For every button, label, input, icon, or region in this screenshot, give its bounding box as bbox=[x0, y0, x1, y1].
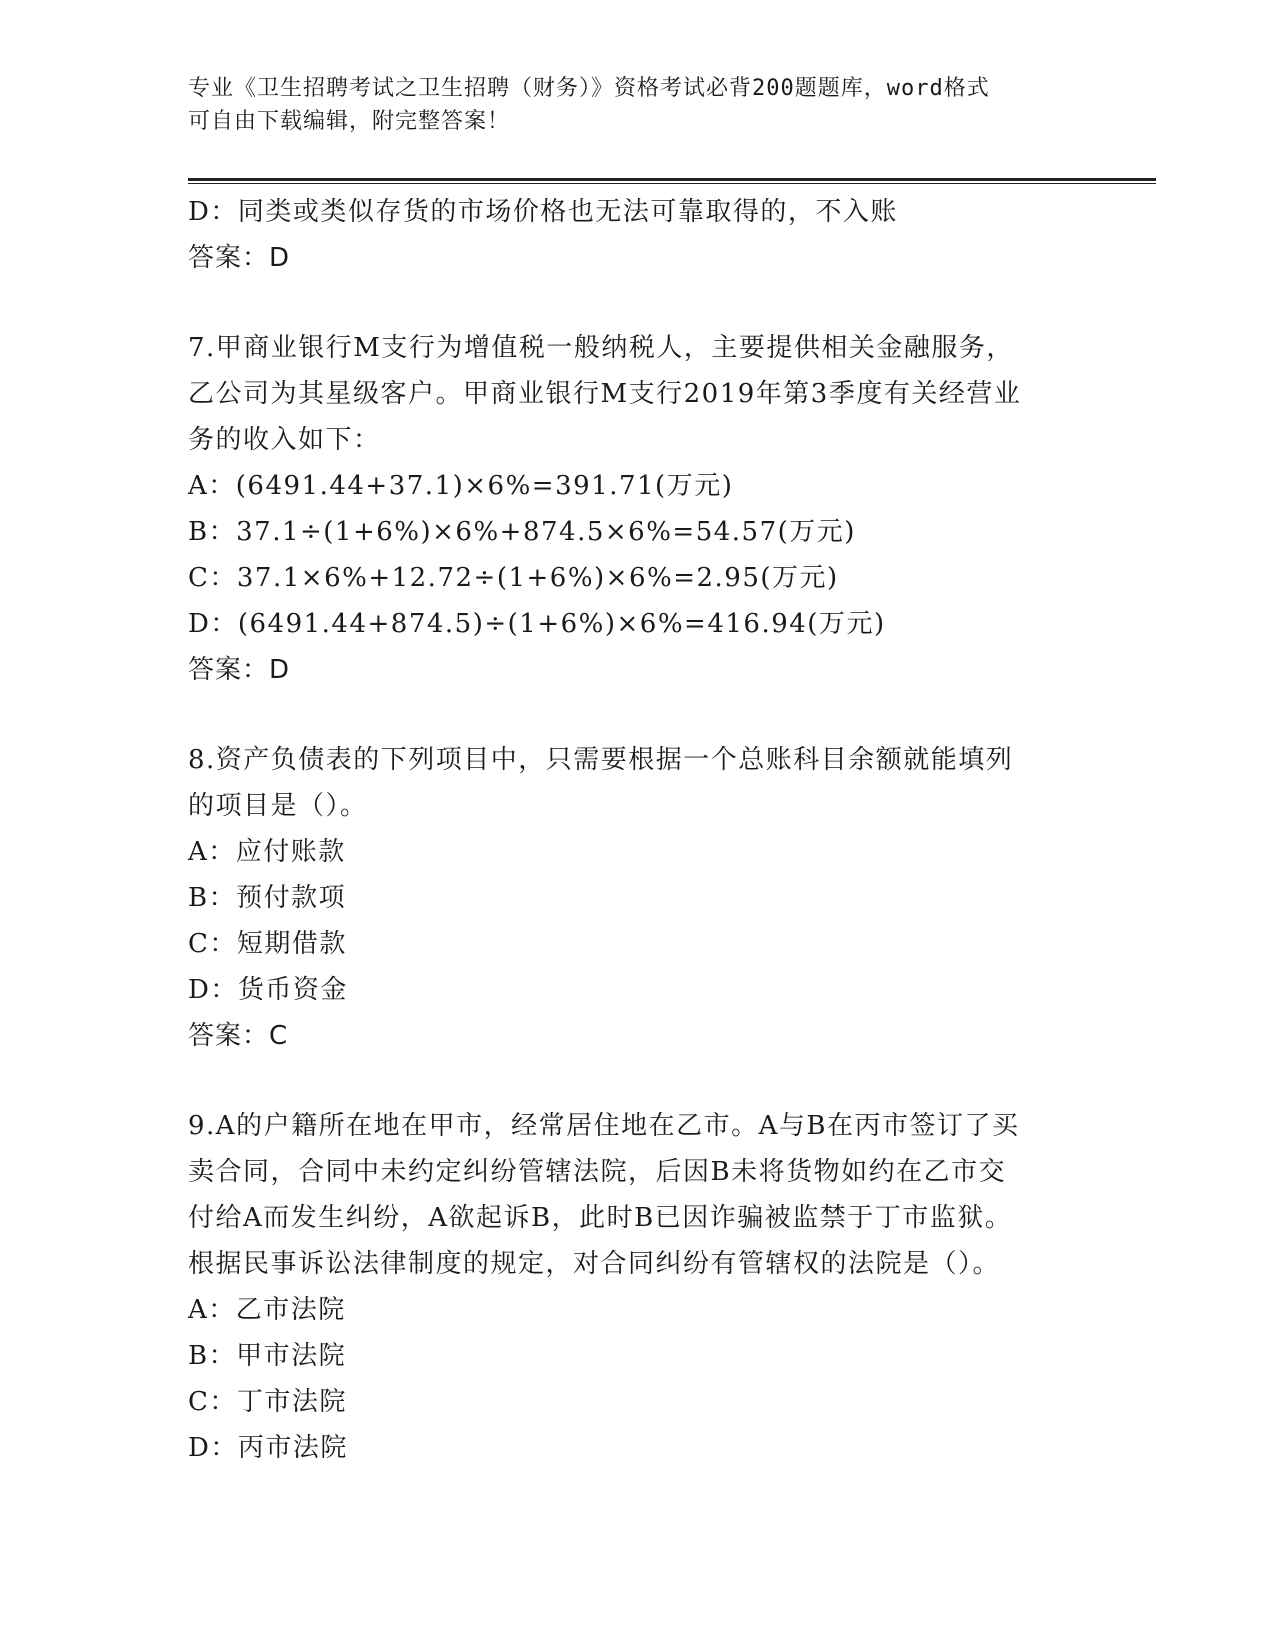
option-c: C：37.1×6%+12.72÷(1+6%)×6%=2.95(万元) bbox=[188, 563, 839, 593]
option-a: A：应付账款 bbox=[188, 837, 346, 867]
question-block-9 bbox=[188, 1103, 1088, 1471]
question-stem: 7.甲商业银行M支行为增值税一般纳税人，主要提供相关金融服务， bbox=[188, 333, 1014, 363]
question-block-6-tail bbox=[188, 189, 1088, 281]
question-stem: 根据民事诉讼法律制度的规定，对合同纠纷有管辖权的法院是（）。 bbox=[188, 1249, 1001, 1279]
option-d: D：丙市法院 bbox=[188, 1433, 348, 1463]
option-c: C：丁市法院 bbox=[188, 1387, 347, 1417]
option-a: A：乙市法院 bbox=[188, 1295, 346, 1325]
question-stem: 8.资产负债表的下列项目中，只需要根据一个总账科目余额就能填列 bbox=[188, 745, 1014, 775]
header-line-1: 专业《卫生招聘考试之卫生招聘（财务）》资格考试必背200题题库，word格式 bbox=[188, 76, 990, 101]
option-b: B：37.1÷(1+6%)×6%+874.5×6%=54.57(万元) bbox=[188, 517, 856, 547]
option-d: D：同类或类似存货的市场价格也无法可靠取得的，不入账 bbox=[188, 197, 898, 227]
answer-line: 答案：C bbox=[188, 1021, 289, 1051]
document-header bbox=[188, 72, 1088, 138]
header-rule-thin bbox=[188, 183, 1156, 184]
option-d: D：(6491.44+874.5)÷(1+6%)×6%=416.94(万元) bbox=[188, 609, 886, 639]
question-stem: 卖合同，合同中未约定纠纷管辖法院，后因B未将货物如约在乙市交 bbox=[188, 1157, 1007, 1187]
question-stem: 乙公司为其星级客户。甲商业银行M支行2019年第3季度有关经营业 bbox=[188, 379, 1022, 409]
header-rule-thick bbox=[188, 178, 1156, 181]
question-stem: 付给A而发生纠纷，A欲起诉B，此时B已因诈骗被监禁于丁市监狱。 bbox=[188, 1203, 1013, 1233]
question-stem: 9.A的户籍所在地在甲市，经常居住地在乙市。A与B在丙市签订了买 bbox=[188, 1111, 1020, 1141]
option-b: B：甲市法院 bbox=[188, 1341, 347, 1371]
option-a: A：(6491.44+37.1)×6%=391.71(万元) bbox=[188, 471, 734, 501]
answer-line: 答案：D bbox=[188, 655, 291, 685]
question-block-7 bbox=[188, 325, 1088, 693]
option-c: C：短期借款 bbox=[188, 929, 347, 959]
answer-line: 答案：D bbox=[188, 243, 291, 273]
document-body bbox=[188, 189, 1088, 1471]
question-stem: 务的收入如下： bbox=[188, 425, 381, 455]
question-stem: 的项目是（）。 bbox=[188, 791, 368, 821]
option-b: B：预付款项 bbox=[188, 883, 347, 913]
option-d: D：货币资金 bbox=[188, 975, 348, 1005]
question-block-8 bbox=[188, 737, 1088, 1059]
header-line-2: 可自由下载编辑，附完整答案！ bbox=[188, 109, 511, 134]
